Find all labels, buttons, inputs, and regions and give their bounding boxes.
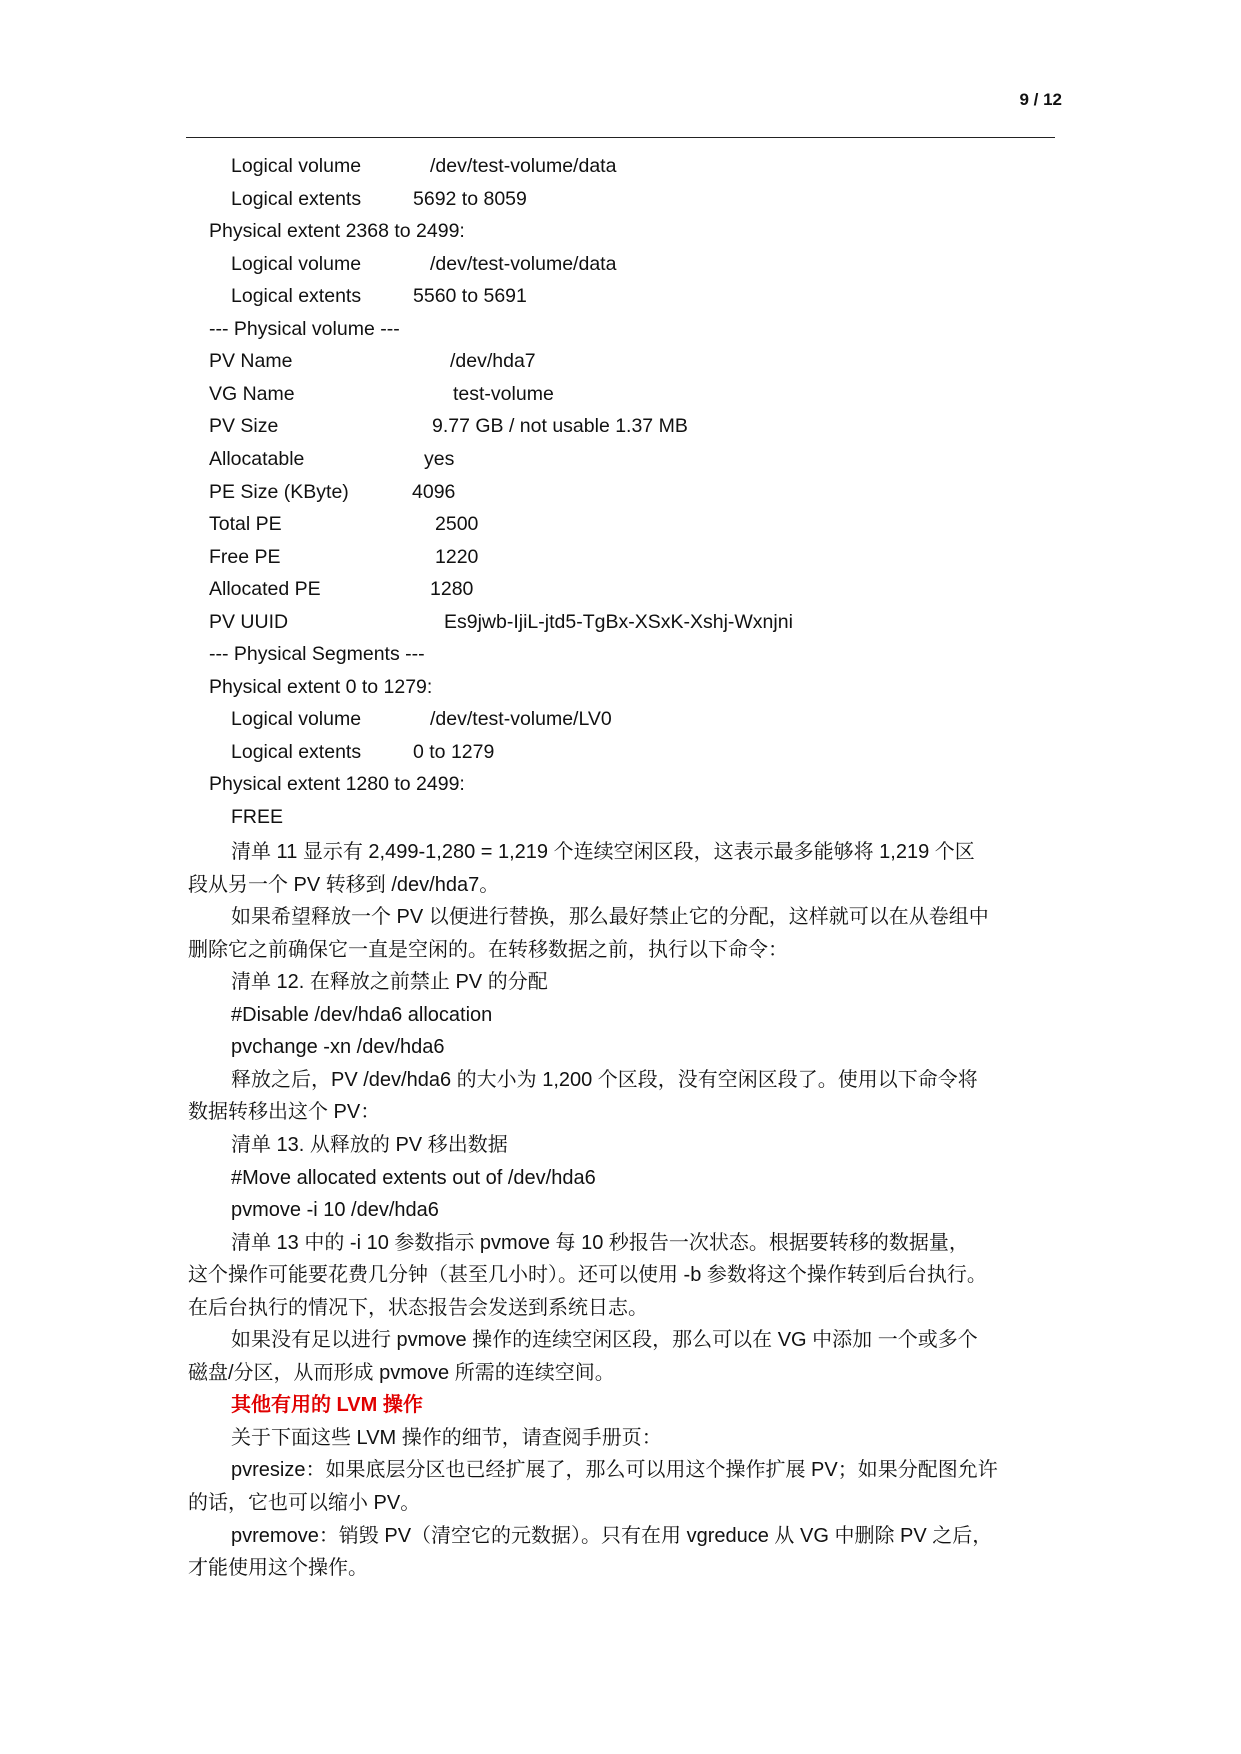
paragraph-line: 这个操作可能要花费几分钟（甚至几小时）。还可以使用 -b 参数将这个操作转到后台执行。 [188, 1264, 987, 1287]
paragraph-line: pvchange -xn /dev/hda6 [231, 1036, 445, 1059]
listing-label: PV Name [209, 350, 293, 373]
listing-value: 4096 [412, 480, 456, 503]
paragraph-line: #Move allocated extents out of /dev/hda6 [231, 1166, 596, 1189]
listing-label: PV Size [209, 415, 279, 438]
listing-value: test-volume [453, 382, 554, 405]
page-number: 9 / 12 [1019, 90, 1062, 109]
listing-label: FREE [231, 806, 284, 828]
paragraph-line: 删除它之前确保它一直是空闲的。在转移数据之前，执行以下命令： [188, 938, 788, 961]
listing-value: /dev/test-volume/data [430, 155, 617, 177]
listing-value: 1280 [430, 578, 474, 601]
listing-label: Allocated PE [209, 578, 321, 601]
listing-value: /dev/hda7 [450, 350, 536, 373]
listing-label: Physical extent 2368 to 2499: [209, 220, 465, 243]
listing-value: /dev/test-volume/data [430, 252, 617, 275]
listing-value: 2500 [435, 513, 479, 536]
listing-label: Allocatable [209, 447, 305, 470]
listing-label: VG Name [209, 382, 295, 405]
listing-label: Logical volume [231, 708, 362, 731]
listing-label: Logical volume [231, 155, 362, 177]
paragraph-line: 如果希望释放一个 PV 以便进行替换，那么最好禁止它的分配，这样就可以在从卷组中 [231, 906, 989, 929]
paragraph-line: 在后台执行的情况下，状态报告会发送到系统日志。 [188, 1296, 648, 1319]
listing-label: Physical extent 1280 to 2499: [209, 773, 465, 796]
listing-label: --- Physical volume --- [209, 317, 400, 340]
paragraph-line: 清单 12. 在释放之前禁止 PV 的分配 [231, 971, 548, 994]
listing-label: Physical extent 0 to 1279: [209, 675, 433, 698]
paragraph-line: 磁盘/分区，从而形成 pvmove 所需的连续空间。 [188, 1361, 615, 1384]
paragraph-line: 释放之后，PV /dev/hda6 的大小为 1,200 个区段，没有空闲区段了。使用以下命令将 [231, 1068, 978, 1091]
listing-value: yes [424, 447, 455, 470]
listing-label: Logical extents [231, 285, 362, 308]
listing-label: --- Physical Segments --- [209, 643, 425, 666]
paragraph-line: 清单 13. 从释放的 PV 移出数据 [231, 1133, 508, 1156]
listing-value: 1220 [435, 545, 479, 568]
listing-value: Es9jwb-IjiL-jtd5-TgBx-XSxK-Xshj-Wxnjni [444, 610, 793, 633]
paragraph-line: 如果没有足以进行 pvmove 操作的连续空闲区段，那么可以在 VG 中添加 一个或多个 [231, 1329, 978, 1352]
paragraph-line: pvresize：如果底层分区也已经扩展了，那么可以用这个操作扩展 PV；如果分配图允许 [231, 1459, 998, 1482]
listing-value: 9.77 GB / not usable 1.37 MB [432, 415, 688, 438]
listing-label: Logical extents [231, 740, 362, 763]
listing-label: PV UUID [209, 610, 289, 633]
section-heading: 其他有用的 LVM 操作 [231, 1394, 423, 1417]
listing-label: Logical extents [231, 187, 362, 210]
listing-label: Free PE [209, 545, 281, 568]
header-divider [186, 137, 1055, 138]
paragraph-line: 才能使用这个操作。 [188, 1557, 368, 1580]
listing-label: Total PE [209, 513, 282, 536]
listing-label: Logical volume [231, 252, 362, 275]
paragraph-line: 清单 11 显示有 2,499-1,280 = 1,219 个连续空闲区段，这表示最多能够将 1,219 个区 [231, 841, 975, 863]
listing-value: 5692 to 8059 [413, 187, 527, 210]
paragraph-line: 关于下面这些 LVM 操作的细节，请查阅手册页： [231, 1426, 662, 1449]
paragraph-line: 段从另一个 PV 转移到 /dev/hda7。 [188, 873, 500, 896]
listing-value: 5560 to 5691 [413, 285, 527, 308]
paragraph-line: 的话，它也可以缩小 PV。 [188, 1492, 421, 1514]
paragraph-line: #Disable /dev/hda6 allocation [231, 1003, 493, 1026]
listing-value: /dev/test-volume/LV0 [430, 708, 612, 731]
listing-value: 0 to 1279 [413, 740, 495, 763]
listing-label: PE Size (KByte) [209, 480, 349, 503]
paragraph-line: 数据转移出这个 PV： [188, 1101, 381, 1124]
paragraph-line: pvremove：销毁 PV（清空它的元数据）。只有在用 vgreduce 从 VG 中删除 PV 之后， [231, 1524, 993, 1547]
paragraph-line: 清单 13 中的 -i 10 参数指示 pvmove 每 10 秒报告一次状态。根据要转移的数据量， [231, 1231, 969, 1254]
paragraph-line: pvmove -i 10 /dev/hda6 [231, 1199, 439, 1222]
